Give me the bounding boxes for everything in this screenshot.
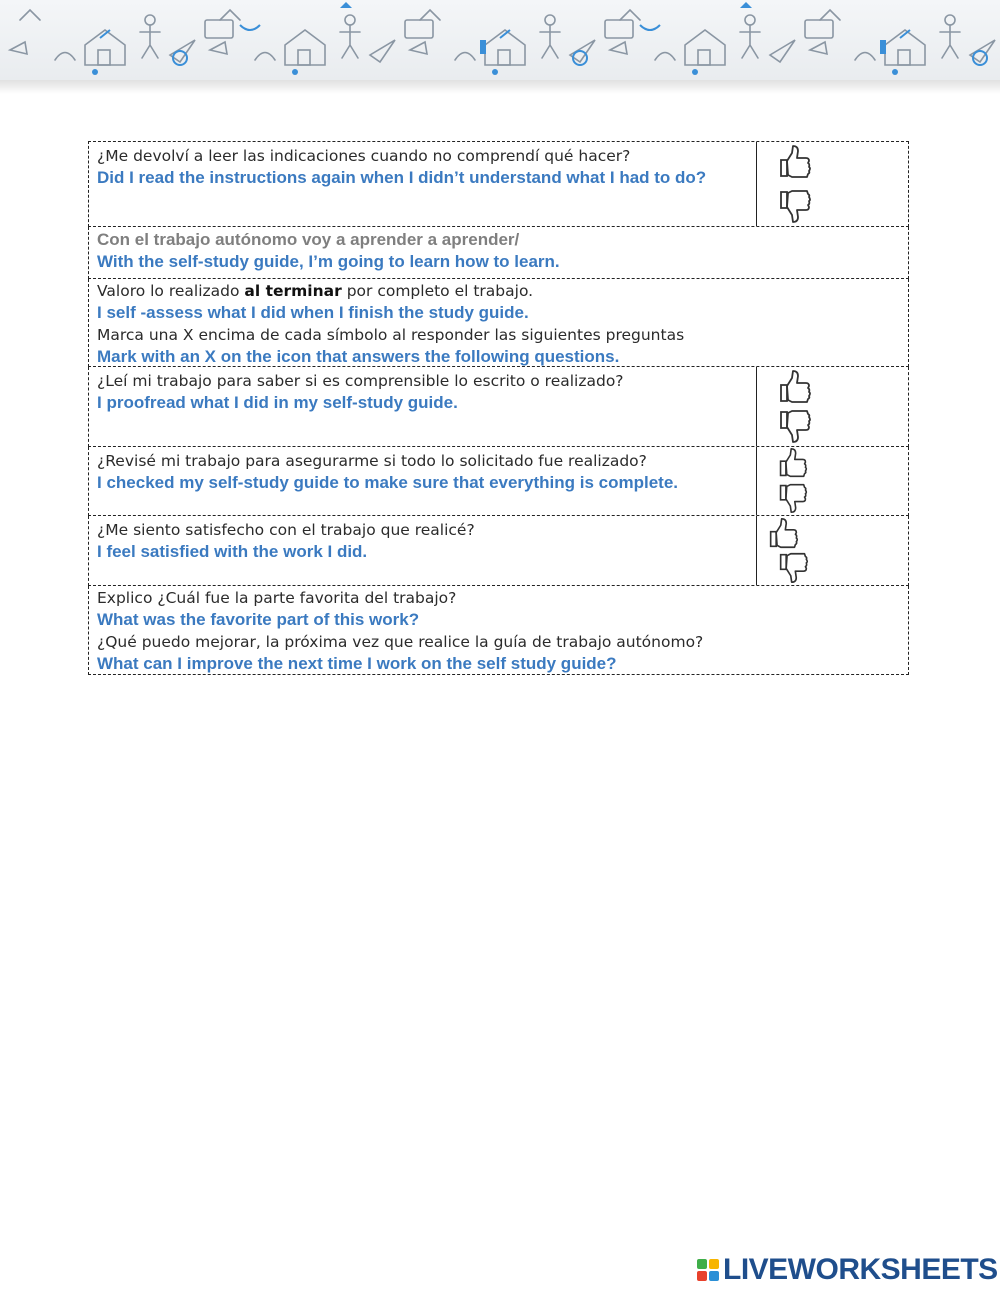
question-spanish: ¿Me siento satisfecho con el trabajo que realicé?: [97, 521, 475, 539]
table-row: [88, 367, 909, 447]
table-row: [88, 227, 909, 279]
section-heading-english: With the self-study guide, I’m going to learn how to learn.: [97, 252, 560, 271]
improve-spanish: ¿Qué puedo mejorar, la próxima vez que realice la guía de trabajo autónomo?: [97, 633, 704, 651]
section-heading-spanish: Con el trabajo autónomo voy a aprender a aprender/: [97, 230, 520, 249]
mark-instruction-english: Mark with an X on the icon that answers the following questions.: [97, 347, 620, 366]
question-spanish: ¿Leí mi trabajo para saber si es comprensible lo escrito o realizado?: [97, 372, 624, 390]
mark-instruction-spanish: Marca una X encima de cada símbolo al responder las siguientes preguntas: [97, 326, 685, 344]
favorite-part-english: What was the favorite part of this work?: [97, 610, 420, 629]
answer-icons: [756, 367, 908, 446]
table-row: [88, 516, 909, 586]
decorative-header-banner: [0, 0, 1000, 80]
improve-english: What can I improve the next time I work on the self study guide?: [97, 654, 617, 673]
thumbs-down-icon[interactable]: [777, 188, 813, 224]
question-english: I checked my self-study guide to make sure that everything is complete.: [97, 473, 679, 492]
logo-text: LIVEWORKSHEETS: [723, 1253, 998, 1286]
instruction-spanish: Valoro lo realizado al terminar por completo el trabajo.: [97, 282, 534, 300]
logo-blocks-icon: [697, 1259, 719, 1281]
thumbs-down-icon[interactable]: [777, 482, 809, 514]
doodle-pattern: [0, 0, 1000, 80]
question-english: I proofread what I did in my self-study guide.: [97, 393, 458, 412]
answer-icons: [756, 447, 908, 515]
thumbs-up-icon[interactable]: [777, 447, 809, 479]
thumbs-up-icon[interactable]: [777, 369, 813, 405]
answer-icons: [756, 142, 908, 226]
question-english: I feel satisfied with the work I did.: [97, 542, 368, 561]
thumbs-down-icon[interactable]: [777, 551, 810, 584]
thumbs-up-icon[interactable]: [767, 517, 800, 550]
thumbs-up-icon[interactable]: [777, 144, 813, 180]
table-row: [88, 279, 909, 367]
question-spanish: ¿Revisé mi trabajo para asegurarme si todo lo solicitado fue realizado?: [97, 452, 647, 470]
table-row: [88, 586, 909, 675]
favorite-part-spanish: Explico ¿Cuál fue la parte favorita del trabajo?: [97, 589, 457, 607]
self-assessment-table: [88, 141, 909, 675]
question-english: Did I read the instructions again when I didn’t understand what I had to do?: [97, 168, 707, 187]
question-spanish: ¿Me devolví a leer las indicaciones cuando no comprendí qué hacer?: [97, 147, 631, 165]
banner-shadow: [0, 80, 1000, 94]
answer-icons: [756, 516, 908, 585]
liveworksheets-logo: [697, 1253, 998, 1287]
table-row: [88, 447, 909, 516]
table-row: [88, 141, 909, 227]
thumbs-down-icon[interactable]: [777, 408, 813, 444]
instruction-english: I self -assess what I did when I finish the study guide.: [97, 303, 529, 322]
